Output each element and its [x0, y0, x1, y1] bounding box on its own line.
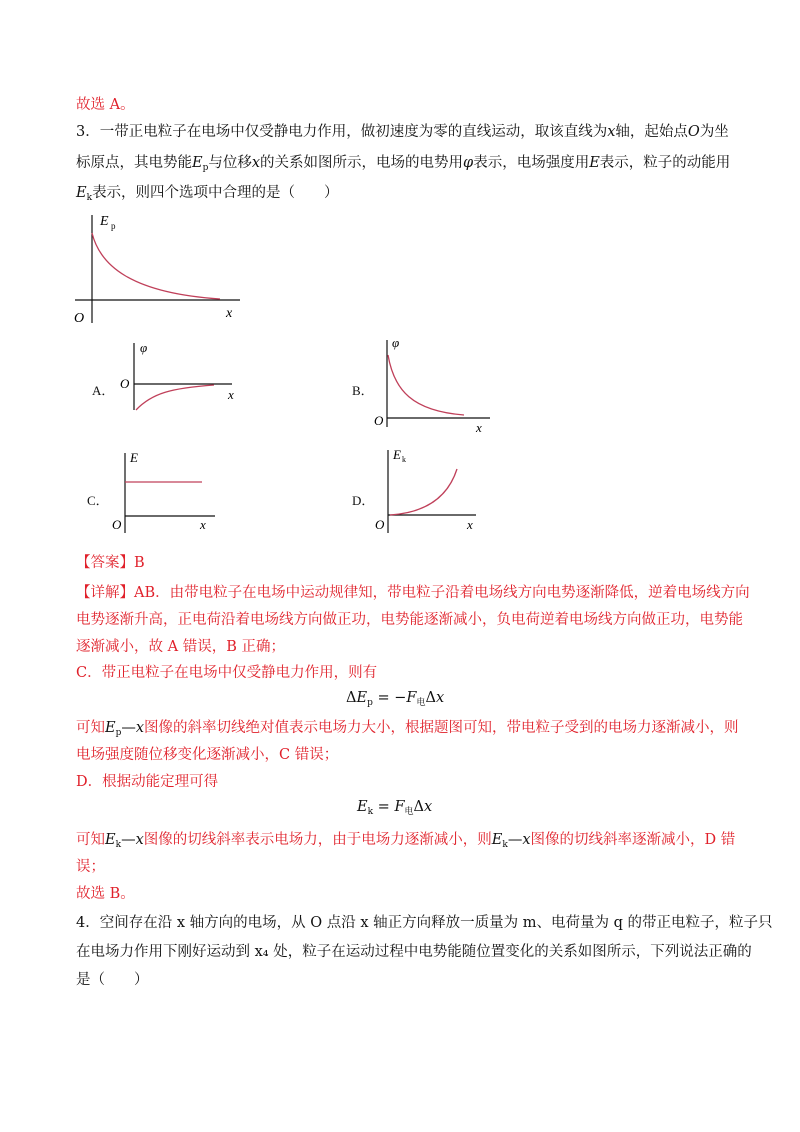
detail-line-4: C．带正电粒子在电场中仅受静电力作用，则有	[76, 665, 378, 681]
detail-line-5: 可知$E_p—x$图像的斜率切线绝对值表示电场力大小，根据题图可知，带电粒子受到的电场力逐渐减小，则	[76, 720, 739, 738]
svg-text:x: x	[200, 517, 206, 532]
detail-line-3: 逐渐减小，故 A 错误，B 正确；	[76, 639, 285, 655]
svg-text:φ: φ	[392, 335, 400, 350]
option-b-label: B．	[352, 383, 374, 398]
detail-line-9: 误；	[76, 859, 105, 875]
main-y-label: E	[100, 214, 109, 229]
main-y-sub: p	[111, 221, 116, 231]
svg-text:x: x	[228, 387, 234, 402]
detail-line-8: 可知$E_k—x$图像的切线斜率表示电场力，由于电场力逐渐减小，则$E_k—x$图像的切线斜率逐渐减小，D 错	[76, 832, 736, 850]
answer: 【答案】B	[76, 555, 145, 571]
detail-line-1: 【详解】AB．由带电粒子在电场中运动规律知，带电粒子沿着电场线方向电势逐渐降低，逆着电场线方向	[76, 585, 750, 601]
detail-line-6: 电场强度随位移变化逐渐减小，C 错误；	[76, 747, 339, 763]
option-a-label: A．	[92, 383, 115, 398]
option-b-graph	[372, 335, 502, 435]
option-d-graph	[372, 445, 492, 535]
svg-text:k: k	[402, 455, 406, 464]
svg-text:φ: φ	[140, 340, 148, 355]
equation-1: $\Delta E_p = -F_电\Delta x$	[346, 690, 445, 708]
q3-line-1: 3．一带正电粒子在电场中仅受静电力作用，做初速度为零的直线运动，取该直线为x轴，起始点O为坐	[76, 124, 729, 140]
svg-text:E: E	[393, 447, 401, 462]
svg-text:x: x	[476, 420, 482, 435]
option-a-graph	[112, 338, 252, 418]
svg-text:O: O	[375, 517, 385, 532]
q4-line-3: 是（ ）	[76, 972, 149, 988]
main-origin: O	[74, 311, 85, 326]
svg-text:O: O	[112, 517, 122, 532]
option-c-label: C．	[87, 493, 109, 508]
detail-line-7: D．根据动能定理可得	[76, 774, 219, 790]
svg-text:O: O	[374, 413, 384, 428]
q3-line-2: 标原点，其电势能$E_p$与位移x的关系如图所示，电场的电势用φ表示，电场强度用E表示，粒子的动能用	[76, 155, 731, 173]
q4-line-1: 4．空间存在沿 x 轴方向的电场，从 O 点沿 x 轴正方向释放一质量为 m、电荷量为 q 的带正电粒子，粒子只	[76, 915, 773, 931]
detail-line-2: 电势逐渐升高，正电荷沿着电场线方向做正功，电势能逐渐减小，负电荷逆着电场线方向做正功，电势能	[76, 612, 743, 628]
q4-line-2: 在电场力作用下刚好运动到 x₄ 处，粒子在运动过程中电势能随位置变化的关系如图所示，下列说法正确的	[76, 944, 752, 960]
svg-text:E: E	[130, 450, 138, 465]
main-x-label: x	[226, 306, 233, 321]
option-a-curve	[136, 385, 214, 410]
option-b-curve	[388, 355, 464, 415]
equation-2: $E_k = F_电\Delta x$	[357, 799, 433, 817]
option-d-curve	[390, 469, 457, 515]
q3-line-3: $E_k$表示，则四个选项中合理的是（ ）	[76, 185, 339, 203]
svg-text:x: x	[467, 517, 473, 532]
previous-answer: 故选 A。	[76, 97, 135, 113]
svg-text:O: O	[120, 376, 130, 391]
option-c-graph	[110, 448, 230, 538]
main-graph	[70, 205, 250, 330]
main-curve	[92, 233, 220, 299]
option-d-label: D．	[352, 493, 375, 508]
conclusion: 故选 B。	[76, 886, 135, 902]
